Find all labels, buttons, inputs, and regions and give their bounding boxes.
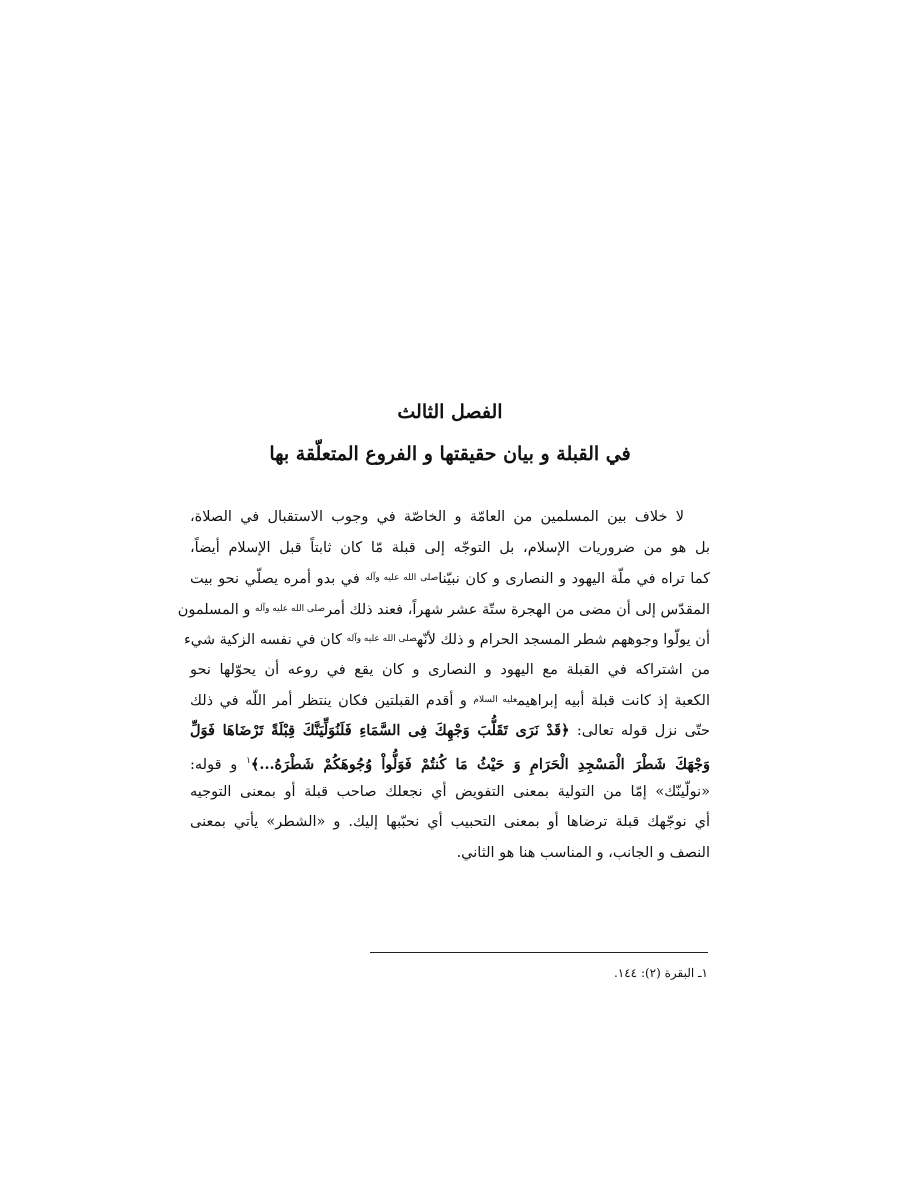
- chapter-subtitle: في القبلة و بيان حقيقتها و الفروع المتعلّقة بها: [269, 443, 631, 465]
- body-line-12: النصف و الجانب، و المناسب هنا هو الثاني.: [456, 844, 710, 861]
- footnote-reference: ١: [246, 756, 251, 766]
- body-line-3: كما تراه في ملّة اليهود و النصارى و كان نبيّنا$^{صلى الله عليه وآله}$ في بدو أمره يصلّي نحو بيت: [190, 571, 710, 587]
- honorific-prophet: صلى الله عليه وآله: [365, 573, 439, 583]
- honorific-prophet: صلى الله عليه وآله: [255, 603, 326, 614]
- body-line-1: لا خلاف بين المسلمين من العامّة و الخاصّة في وجوب الاستقبال في الصلاة،: [190, 509, 684, 525]
- body-line-4: المقدّس إلى أن مضى من الهجرة ستّة عشر شهراً، فعند ذلك أمر$^{صلى الله عليه وآله}$ و المسلمون: [177, 601, 710, 618]
- body-line-6: من اشتراكه في القبلة مع اليهود و النصارى و كان يقع في روعه أن يحوّلها نحو: [190, 661, 710, 678]
- body-line-2: بل هو من ضروريات الإسلام، بل التوجّه إلى قبلة مّا كان ثابتاً قبل الإسلام أيضاً،: [190, 539, 710, 556]
- chapter-title: الفصل الثالث: [397, 401, 503, 423]
- honorific-ibrahim: عليه السلام: [473, 695, 518, 705]
- quran-verse: وَجْهَكَ شَطْرَ الْمَسْجِدِ الْحَرَامِ وَ حَيْثُ مَا كُنتُمْ فَوَلُّواْ وُجُوهَكُمْ شَطْرَهُ...﴾: [250, 756, 710, 773]
- quran-verse: ﴿قَدْ نَرَى تَقَلُّبَ وَجْهِكَ فِى السَّمَاءِ فَلَنُوَلِّيَنَّكَ قِبْلَةً تَرْضَاهَا فَوَلِّ: [190, 721, 570, 739]
- body-paragraph: [177, 502, 711, 868]
- footnote: ١ـ البقرة (٢): ١٤٤.: [613, 966, 708, 980]
- footnote-divider: [370, 952, 708, 953]
- body-line-11: أي نوجّهك قبلة ترضاها أو بمعنى التحبيب أي نحبّبها إليك. و «الشطر» يأتي بمعنى: [190, 814, 710, 830]
- body-line-7: الكعبة إذ كانت قبلة أبيه إبراهيم$^{عليه السلام}$ و أقدم القبلتين فكان ينتظر أمر اللّه في ذلك: [190, 693, 710, 709]
- body-line-9: وَجْهَكَ شَطْرَ الْمَسْجِدِ الْحَرَامِ وَ حَيْثُ مَا كُنتُمْ فَوَلُّواْ وُجُوهَكُمْ شَطْرَهُ...﴾$^١$ و قوله:: [190, 756, 710, 773]
- body-line-10: «نولّينّك» إمّا من التولية بمعنى التفويض أي نجعلك صاحب قبلة أو بمعنى التوجيه: [190, 783, 710, 800]
- body-line-5: أن يولّوا وجوههم شطر المسجد الحرام و ذلك لأنّه$^{صلى الله عليه وآله}$ كان في نفسه الزكية شيء: [183, 632, 710, 648]
- honorific-prophet: صلى الله عليه وآله: [346, 634, 417, 644]
- body-line-8: حتّى نزل قوله تعالى: ﴿قَدْ نَرَى تَقَلُّبَ وَجْهِكَ فِى السَّمَاءِ فَلَنُوَلِّيَنَّكَ قِبْلَةً تَرْضَاهَا فَوَلِّ: [190, 721, 711, 739]
